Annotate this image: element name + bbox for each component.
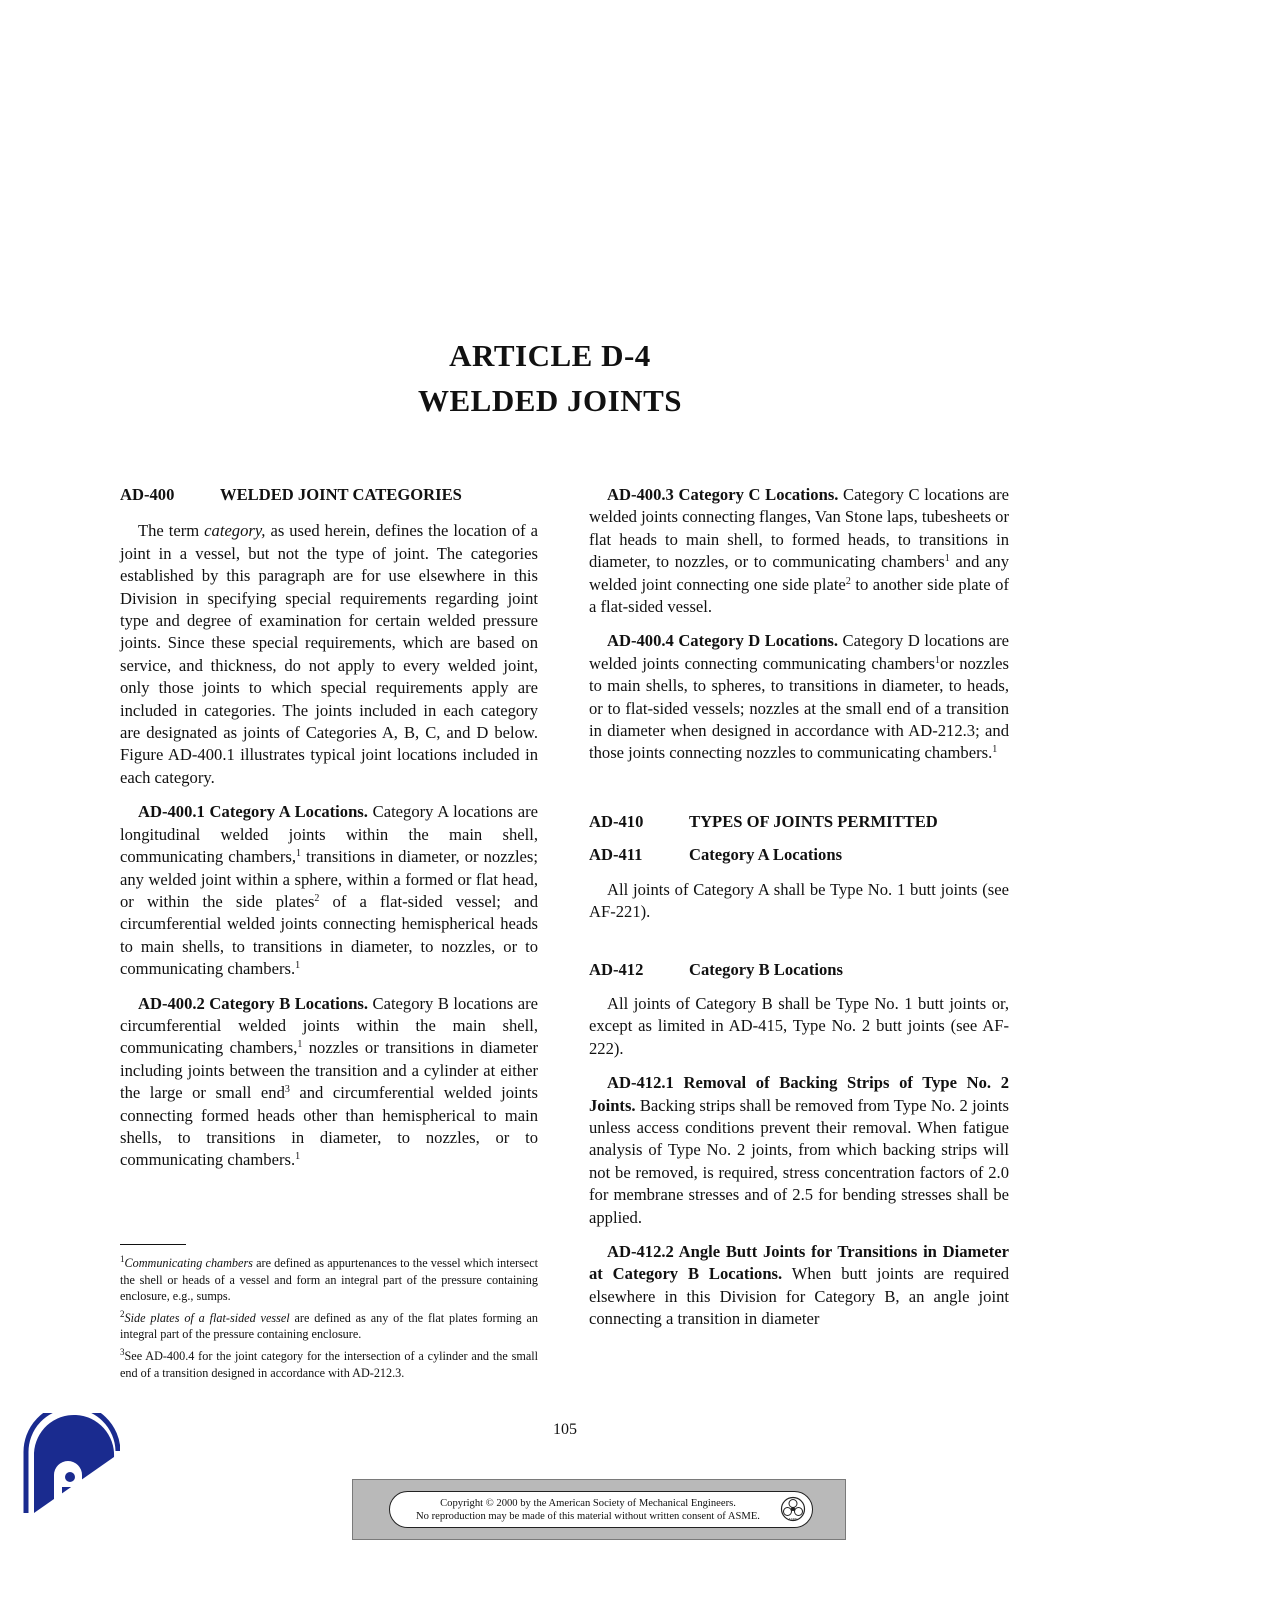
footnote-ref[interactable]: 1 bbox=[297, 1039, 303, 1051]
section-title: Category A Locations bbox=[689, 845, 843, 865]
asme-seal-text: ASME bbox=[788, 1517, 798, 1522]
footnote-ref[interactable]: 1 bbox=[944, 553, 950, 565]
paragraph-heading: AD-412.1 Removal of Backing Strips of Type No. 2 Joints. bbox=[589, 1073, 1009, 1115]
paragraph-text: Category B locations are circumferential welded joints within the main shell, communicating chambers, bbox=[120, 993, 538, 1058]
paragraph-heading: AD-412.2 Angle Butt Joints for Transitions in Diameter at Category B Locations. bbox=[589, 1241, 1009, 1284]
page-number: 105 bbox=[553, 1421, 577, 1438]
paragraph-text: of a flat-sided vessel; and circumferential welded joints connecting hemispherical heads to main shells, to transitions in diameter, to nozzles, or to communicating chambers. bbox=[120, 891, 538, 979]
paragraph-text: and any welded joint connecting one side plate bbox=[589, 552, 1009, 594]
paragraph-ad411: All joints of Category A shall be Type No. 1 butt joints (see AF-221). bbox=[589, 879, 1009, 922]
paragraph-ad412: All joints of Category B shall be Type No. 1 butt joints or, except as limited in AD-415, Type No. 2 butt joints (see AF-222). bbox=[589, 993, 1009, 1058]
footnote-text: are defined as appurtenances to the vessel which intersect the shell or heads of a vessel and form an integral part of the pressure containing enclosure, e.g., sumps. bbox=[120, 1256, 539, 1304]
footnotes bbox=[120, 1244, 538, 1386]
article-number: ARTICLE D-4 bbox=[449, 338, 651, 373]
paragraph-heading: AD-400.1 Category A Locations. bbox=[138, 802, 368, 822]
paragraph-text: Backing strips shall be removed from Type No. 2 joints unless access conditions prevent their removal. When fatigue analysis of Type No. 2 joints, from which backing strips will not be removed, is required, stress concentration factors of 2.0 for membrane stresses and of 2.5 for bending stresses shall be applied. bbox=[589, 1095, 1009, 1227]
intro-text: The term bbox=[138, 521, 205, 541]
footnote-term: Communicating chambers bbox=[124, 1256, 253, 1270]
left-column bbox=[120, 484, 538, 1172]
paragraph-text: nozzles or transitions in diameter including joints between the transition and a cylinder at either the large or small end bbox=[120, 1038, 538, 1103]
asme-seal-icon bbox=[780, 1496, 806, 1522]
intro-paragraph bbox=[120, 520, 538, 789]
footnote-mark: 1 bbox=[120, 1254, 125, 1264]
paragraph-text: and circumferential welded joints connecting formed heads other than hemispherical to main shells, to transitions in diameter, to nozzles, or to communicating chambers. bbox=[120, 1083, 539, 1170]
footnote-mark: 3 bbox=[120, 1346, 125, 1357]
paragraph-ad412-2 bbox=[589, 1241, 1009, 1331]
section-heading-ad412 bbox=[589, 959, 1009, 981]
section-number: AD-412 bbox=[589, 959, 644, 979]
footnote-ref[interactable]: 1 bbox=[935, 654, 941, 666]
section-number: AD-400 bbox=[120, 485, 175, 504]
footnote-ref[interactable]: 2 bbox=[314, 892, 320, 904]
footnote-text: See AD-400.4 for the joint category for the intersection of a cylinder and the small end of a transition designed in accordance with AD-212.3. bbox=[120, 1348, 538, 1380]
section-title: TYPES OF JOINTS PERMITTED bbox=[689, 811, 938, 831]
footnote-divider bbox=[120, 1244, 186, 1245]
footnote-2 bbox=[120, 1310, 538, 1343]
section-title: WELDED JOINT CATEGORIES bbox=[220, 485, 462, 504]
section-title: Category B Locations bbox=[689, 959, 843, 979]
paragraph-ad400-4 bbox=[589, 630, 1009, 764]
section-number: AD-410 bbox=[589, 811, 644, 831]
paragraph-text: transitions in diameter, or nozzles; any welded joint within a sphere, within a formed or flat head, or within the side plates bbox=[120, 847, 538, 911]
paragraph-heading: AD-400.4 Category D Locations. bbox=[607, 631, 839, 651]
publisher-logo-icon[interactable] bbox=[16, 1413, 120, 1517]
paragraph-heading: AD-400.2 Category B Locations. bbox=[138, 993, 369, 1013]
copyright-line-2: No reproduction may be made of this material without written consent of ASME. bbox=[416, 1511, 760, 1522]
paragraph-ad412-1 bbox=[589, 1072, 1009, 1229]
intro-italic-term: category, bbox=[204, 521, 266, 541]
paragraph-text: to another side plate of a flat-sided vessel. bbox=[589, 574, 1009, 617]
article-title: WELDED JOINTS bbox=[417, 383, 683, 418]
footnote-mark: 2 bbox=[120, 1308, 125, 1319]
paragraph-text: When butt joints are required elsewhere in this Division for Category B, an angle joint connecting a transition in diameter bbox=[589, 1264, 1009, 1329]
paragraph-text: Category C locations are welded joints connecting flanges, Van Stone laps, tubesheets or flat heads to main shell, to formed heads, to transitions in diameter, to nozzles, or to communicating chambers bbox=[589, 485, 1009, 572]
intro-text: as used herein, defines the location of a joint in a vessel, but not the type of joint. The categories established by this paragraph are for use elsewhere in this Division in specifying special requirements regarding joint type and degree of examination for certain welded pressure joints. Since these special requirements, which are based on service, and thickness, do not apply to every welded joint, only those joints to which special requirements apply are included in categories. The joints included in each category are designated as joints of Categories A, B, C, and D below. Figure AD-400.1 illustrates typical joint locations included in each category. bbox=[120, 521, 538, 787]
footnote-term: Side plates of a flat-sided vessel bbox=[124, 1310, 290, 1325]
footnote-ref[interactable]: 1 bbox=[295, 1151, 301, 1163]
section-heading-ad400 bbox=[120, 484, 538, 506]
paragraph-ad400-3 bbox=[589, 484, 1009, 618]
paragraph-text: Category D locations are welded joints connecting communicating chambers bbox=[589, 631, 1009, 673]
right-column bbox=[589, 484, 1009, 1331]
section-number: AD-411 bbox=[589, 845, 643, 865]
paragraph-text: or nozzles to main shells, to spheres, to transitions in diameter, to heads, or to flat-sided vessels; nozzles at the small end of a transition in diameter when designed in accordance with AD-212.3; and those joints connecting nozzles to communicating chambers. bbox=[589, 653, 1009, 763]
copyright-notice bbox=[389, 1491, 813, 1528]
footnote-ref[interactable]: 1 bbox=[295, 960, 301, 972]
paragraph-text: Category A locations are longitudinal welded joints within the main shell, communicating chambers, bbox=[120, 802, 538, 867]
footnote-text: are defined as any of the flat plates forming an integral part of the pressure containing enclosure. bbox=[120, 1310, 538, 1342]
footnote-ref[interactable]: 3 bbox=[284, 1084, 290, 1096]
paragraph-ad400-1 bbox=[120, 801, 538, 980]
footnote-1 bbox=[120, 1255, 538, 1305]
copyright-line-1: Copyright © 2000 by the American Society of Mechanical Engineers. bbox=[440, 1498, 736, 1509]
paragraph-ad400-2 bbox=[120, 993, 538, 1172]
footnote-ref[interactable]: 2 bbox=[845, 575, 851, 587]
footnote-ref[interactable]: 1 bbox=[296, 848, 301, 860]
footnote-ref[interactable]: 1 bbox=[992, 744, 998, 756]
copyright-banner bbox=[352, 1479, 846, 1540]
section-heading-ad411 bbox=[589, 844, 1009, 866]
paragraph-heading: AD-400.3 Category C Locations. bbox=[607, 485, 839, 504]
footnote-3 bbox=[120, 1348, 538, 1381]
section-heading-ad410 bbox=[589, 811, 1009, 833]
